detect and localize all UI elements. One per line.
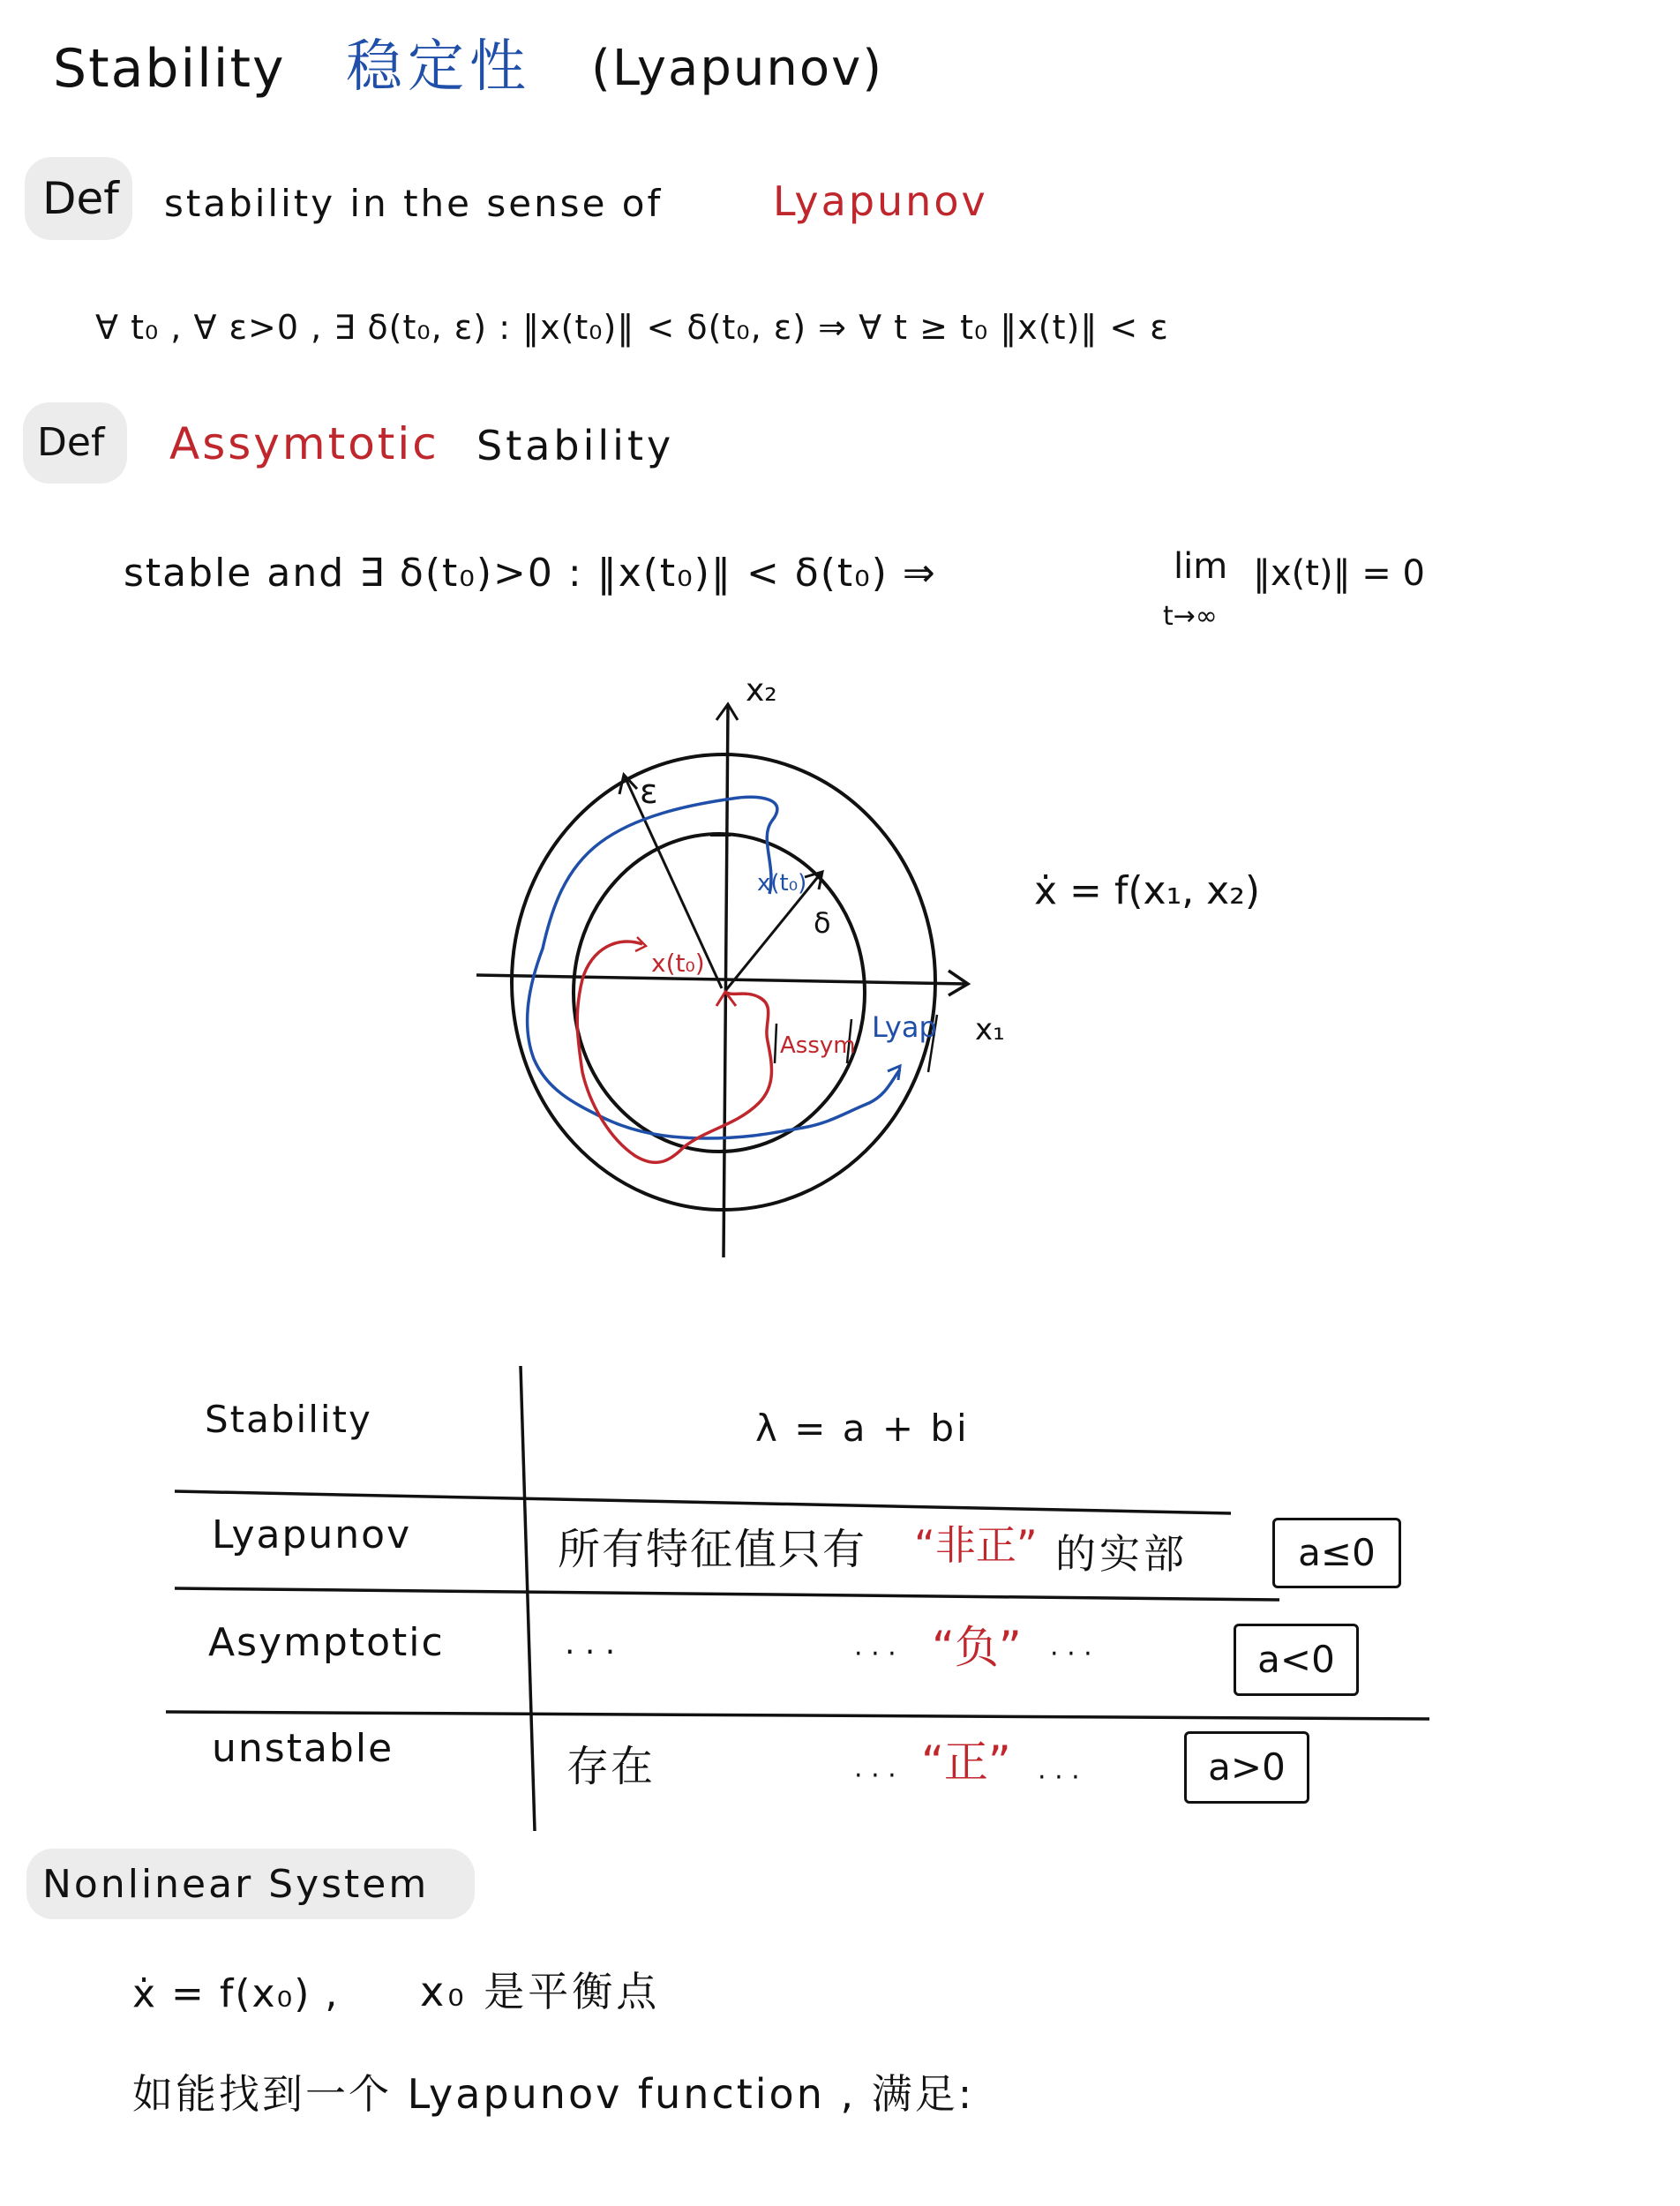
def2-highlight: Assymtotic [169, 418, 439, 469]
row-unstable-name: unstable [212, 1726, 394, 1771]
def2-lim-sub: t→∞ [1163, 601, 1218, 632]
def2-lim: lim [1174, 546, 1228, 587]
delta-label: δ [814, 906, 831, 940]
row-unstable-cond: a>0 [1184, 1731, 1309, 1804]
row-lyapunov-name: Lyapunov [212, 1512, 412, 1557]
x1-axis-label: x₁ [975, 1012, 1005, 1047]
row-unstable-desc-pre: 存在 [566, 1742, 656, 1791]
row-unstable-desc-hl: “正” [921, 1737, 1011, 1788]
def1-highlight: Lyapunov [773, 177, 988, 225]
def2-text: Stability [476, 422, 675, 469]
epsilon-label: ε [640, 772, 658, 811]
nonlinear-heading: Nonlinear System [42, 1862, 430, 1907]
row-lyapunov-desc-hl: “非正” [914, 1521, 1038, 1569]
x-t0-blue-label: x(t₀) [757, 870, 807, 897]
def1-tag: Def [42, 173, 119, 224]
row-asymptotic-name: Asymptotic [208, 1620, 445, 1665]
nonlinear-line1-eq: ẋ = f(x₀) , [132, 1971, 340, 2016]
def2-tag: Def [37, 420, 105, 465]
title-zh: 稳定性 [346, 34, 531, 100]
x2-axis-label: x₂ [746, 672, 777, 709]
table-header-col1: Stability [205, 1398, 372, 1441]
def1-formula: ∀ t₀ , ∀ ε>0 , ∃ δ(t₀, ε) : ‖x(t₀)‖ < δ(t₀, ε) ⇒ ∀ t ≥ t₀ ‖x(t)‖ < ε [95, 308, 1169, 347]
x-t0-red-label: x(t₀) [651, 949, 705, 978]
row-lyapunov-desc-pre: 所有特征值只有 [558, 1525, 867, 1574]
x1-axis [476, 975, 966, 984]
def2-lim-expr: ‖x(t)‖ = 0 [1253, 553, 1425, 594]
row-asymptotic-desc-post: · · · [1050, 1639, 1092, 1670]
title-paren: (Lyapunov) [591, 40, 884, 97]
title-en: Stability [53, 38, 286, 100]
table-header-line [175, 1491, 1231, 1513]
nonlinear-line1-text: x₀ 是平衡点 [420, 1968, 661, 2015]
table-vertical-divider [521, 1366, 535, 1831]
nonlinear-line2: 如能找到一个 Lyapunov function , 满足: [132, 2070, 975, 2118]
lyap-label: Lyap [872, 1010, 937, 1044]
assym-label: Assym [780, 1032, 856, 1059]
table-header-col2: λ = a + bi [755, 1407, 970, 1450]
row-asymptotic-desc-pre: · · · [565, 1634, 616, 1670]
x2-axis [724, 706, 728, 1257]
row-lyapunov-desc-post: 的实部 [1055, 1530, 1188, 1578]
system-equation: ẋ = f(x₁, x₂) [1034, 868, 1261, 913]
row-asymptotic-desc-mid: · · · [854, 1639, 896, 1670]
row-unstable-desc-post: · · · [1038, 1762, 1080, 1793]
row-unstable-desc-mid: · · · [854, 1760, 896, 1791]
table-row1-line [175, 1588, 1279, 1600]
def2-formula: stable and ∃ δ(t₀)>0 : ‖x(t₀)‖ < δ(t₀) ⇒ [124, 551, 937, 596]
row-asymptotic-desc-hl: “负” [932, 1622, 1022, 1673]
row-lyapunov-cond: a≤0 [1272, 1518, 1401, 1588]
row-asymptotic-cond: a<0 [1234, 1624, 1359, 1696]
def1-text: stability in the sense of [164, 182, 664, 225]
table-row2-line [166, 1712, 1429, 1719]
